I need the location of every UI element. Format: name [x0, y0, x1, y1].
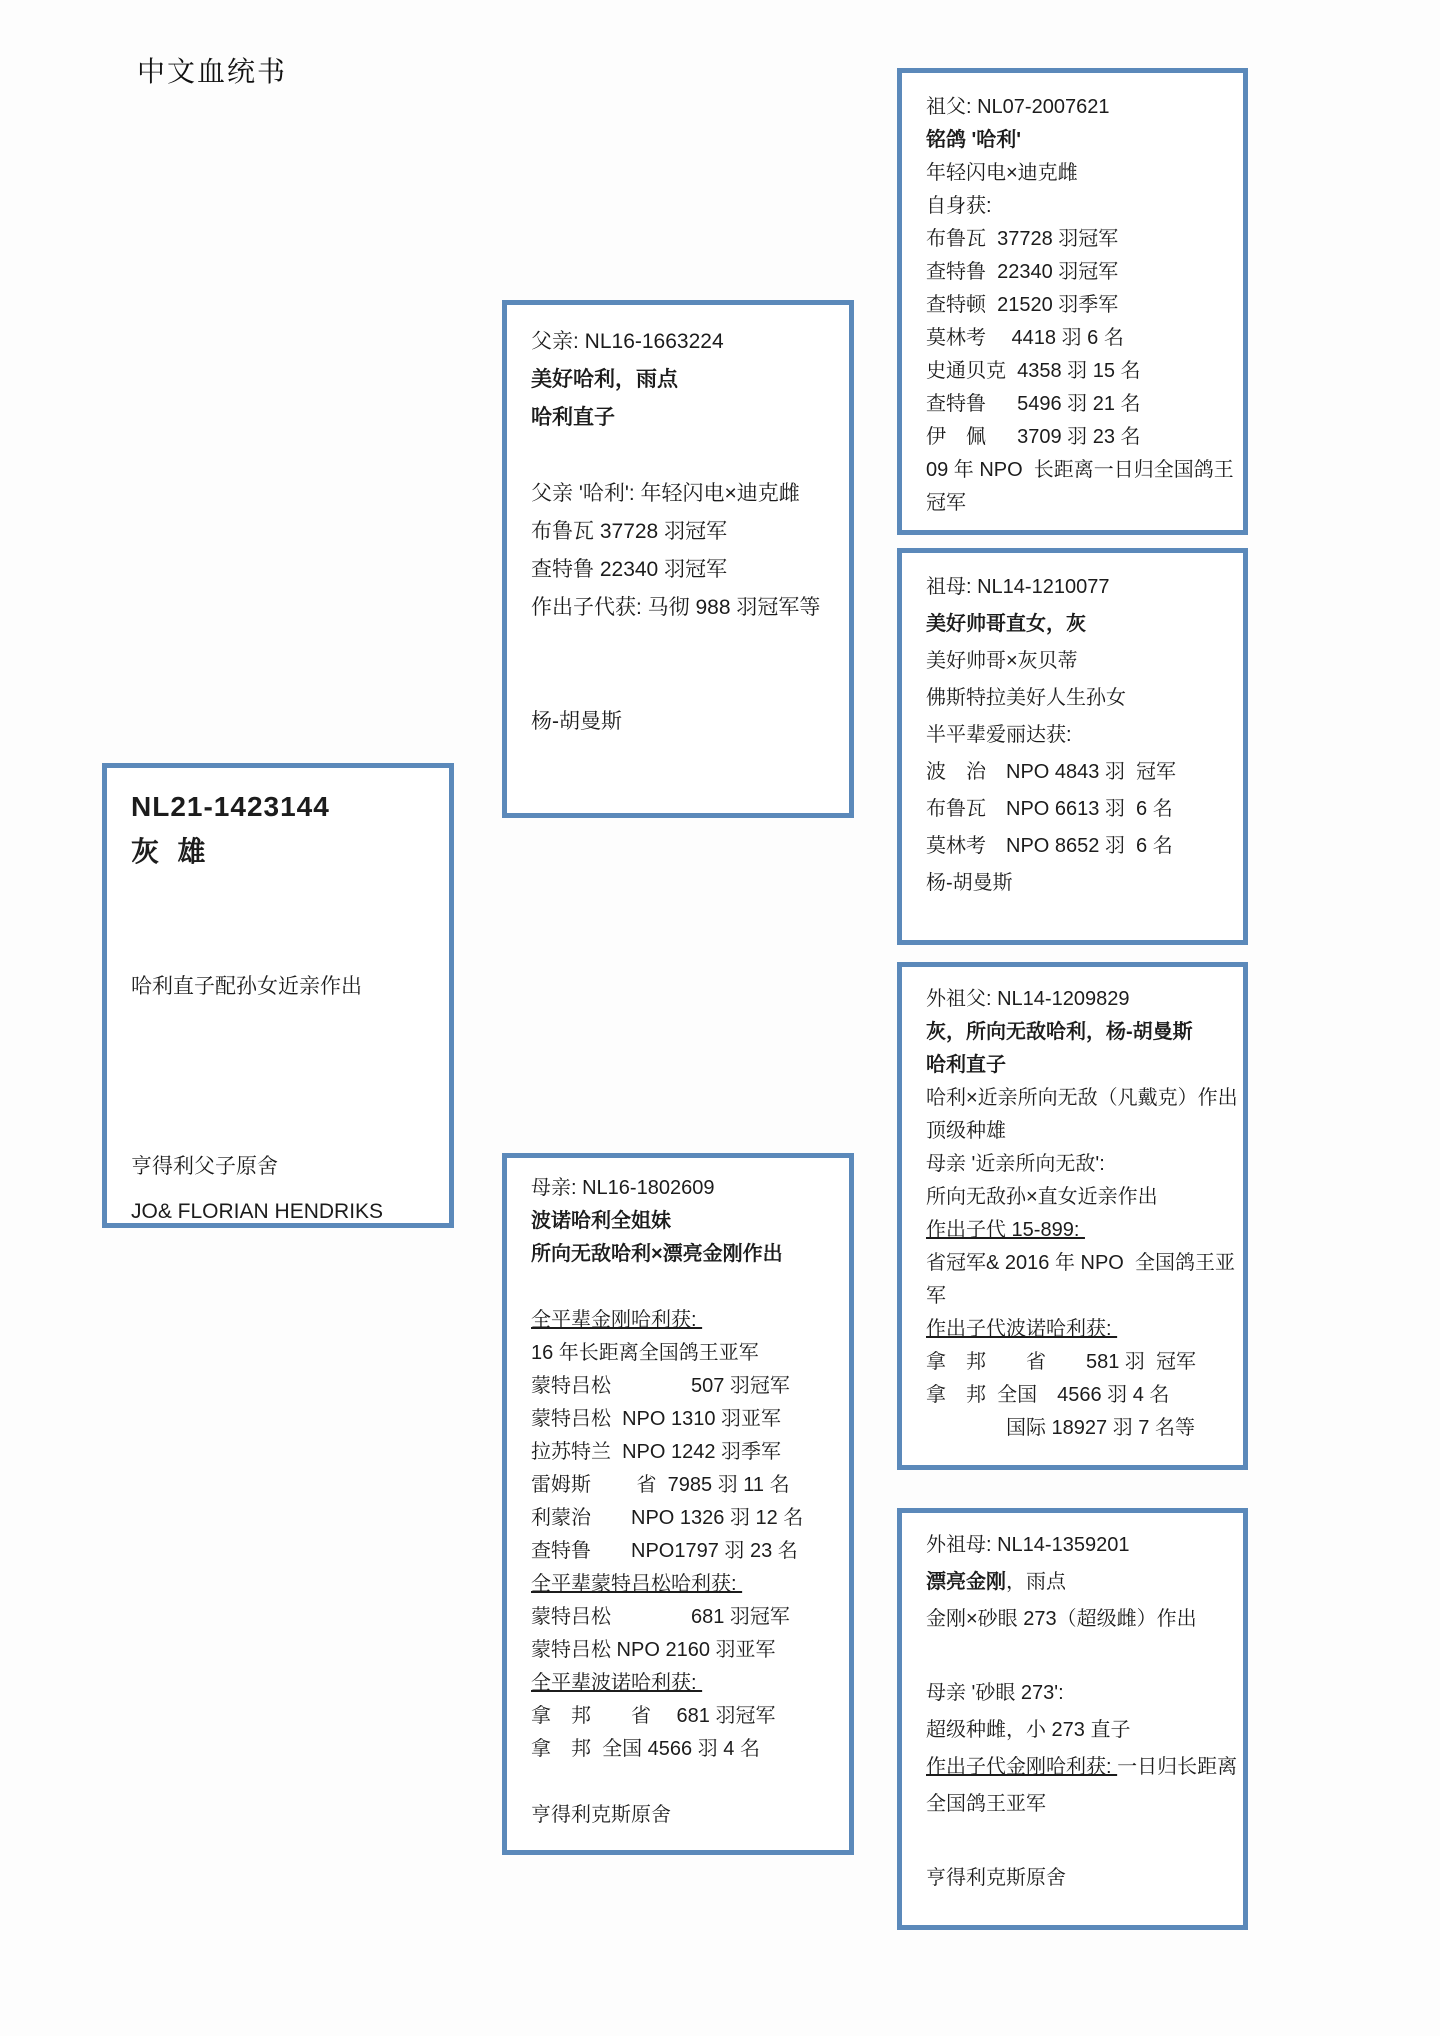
pedigree-line: 祖母: NL14-1210077 — [926, 576, 1110, 598]
pedigree-line: 母亲 '砂眼 273': — [926, 1682, 1070, 1704]
pedigree-line: 灰 雄 — [131, 836, 207, 867]
pedigree-line: 祖父: NL07-2007621 — [926, 96, 1110, 118]
pedigree-line: 莫林考 4418 羽 6 名 — [926, 327, 1124, 349]
pedigree-line: 查特鲁 NPO1797 羽 23 名 — [531, 1540, 798, 1562]
page-title: 中文血统书 — [137, 56, 288, 87]
pedigree-box-grandmother — [897, 548, 1248, 945]
pedigree-line: 09 年 NPO 长距离一日归全国鸽王 — [926, 459, 1234, 481]
pedigree-line: 亨得利父子原舍 — [131, 1155, 278, 1178]
pedigree-line: 佛斯特拉美好人生孙女 — [926, 687, 1126, 709]
pedigree-line: 铭鸽 '哈利' — [926, 129, 1022, 151]
pedigree-line: 顶级种雄 — [926, 1120, 1006, 1142]
pedigree-line — [131, 1099, 431, 1144]
pedigree-line: 蒙特吕松 NPO 2160 羽亚军 — [531, 1639, 776, 1661]
pedigree-line: 哈利直子 — [531, 406, 615, 429]
pedigree-line: 作出子代金刚哈利获: 一日归长距离 — [926, 1756, 1238, 1778]
pedigree-line: 蒙特吕松 507 羽冠军 — [531, 1375, 790, 1397]
pedigree-line: 亨得利克斯原舍 — [531, 1804, 671, 1826]
pedigree-line: 作出子代波诺哈利获: — [926, 1318, 1118, 1340]
pedigree-line: 美好帅哥×灰贝蒂 — [926, 650, 1078, 672]
pedigree-line: 布鲁瓦 37728 羽冠军 — [531, 520, 728, 543]
pedigree-line: 拿 邦 省 581 羽 冠军 — [926, 1351, 1197, 1373]
pedigree-line — [926, 1823, 1229, 1860]
pedigree-line: 全平辈金刚哈利获: — [531, 1309, 703, 1331]
pedigree-line: 美好帅哥直女，灰 — [926, 613, 1086, 635]
pedigree-line: 半平辈爱丽达获: — [926, 724, 1072, 746]
pedigree-line: 哈利×近亲所向无敌（凡戴克）作出 — [926, 1087, 1238, 1109]
pedigree-line — [131, 919, 431, 964]
pedigree-line: 布鲁瓦 37728 羽冠军 — [926, 228, 1119, 250]
pedigree-line — [531, 1766, 833, 1799]
pedigree-line: 作出子代 15-899: — [926, 1219, 1085, 1241]
pedigree-line: 史通贝克 4358 羽 15 名 — [926, 360, 1141, 382]
pedigree-line: 国际 18927 羽 7 名等 — [926, 1417, 1195, 1439]
pedigree-line: 蒙特吕松 681 羽冠军 — [531, 1606, 790, 1628]
pedigree-line: 外祖父: NL14-1209829 — [926, 988, 1130, 1010]
pedigree-line: 年轻闪电×迪克雌 — [926, 162, 1078, 184]
pedigree-line: 自身获: — [926, 195, 992, 217]
pedigree-line: 全国鸽王亚军 — [926, 1793, 1046, 1815]
pedigree-line: 波诺哈利全姐妹 — [531, 1210, 671, 1232]
pedigree-box-maternal-grandmother — [897, 1508, 1248, 1930]
pedigree-line: 雷姆斯 省 7985 羽 11 名 — [531, 1474, 790, 1496]
pedigree-line: 省冠军& 2016 年 NPO 全国鸽王亚 — [926, 1252, 1235, 1274]
pedigree-line: 外祖母: NL14-1359201 — [926, 1534, 1130, 1556]
pedigree-line: 蒙特吕松 NPO 1310 羽亚军 — [531, 1408, 782, 1430]
pedigree-line: 16 年长距离全国鸽王亚军 — [531, 1342, 759, 1364]
pedigree-line: JO& FLORIAN HENDRIKS — [131, 1200, 384, 1223]
pedigree-line: 军 — [926, 1285, 946, 1307]
pedigree-line: 莫林考 NPO 8652 羽 6 名 — [926, 835, 1173, 857]
pedigree-box-mother — [502, 1153, 854, 1855]
pedigree-line — [531, 665, 831, 703]
pedigree-box-subject — [102, 763, 454, 1228]
pedigree-line: 拿 邦 全国 4566 羽 4 名 — [926, 1384, 1170, 1406]
pedigree-line — [531, 437, 831, 475]
pedigree-line: 全平辈蒙特吕松哈利获: — [531, 1573, 743, 1595]
pedigree-line: 亨得利克斯原舍 — [926, 1867, 1066, 1889]
pedigree-line: 伊 佩 3709 羽 23 名 — [926, 426, 1141, 448]
pedigree-line: 哈利直子配孙女近亲作出 — [131, 975, 362, 998]
pedigree-line: 母亲: NL16-1802609 — [531, 1177, 715, 1199]
pedigree-line: 所向无敌孙×直女近亲作出 — [926, 1186, 1158, 1208]
pedigree-line — [131, 1054, 431, 1099]
pedigree-line: 超级种雌，小 273 直子 — [926, 1719, 1131, 1741]
pedigree-line: 查特顿 21520 羽季军 — [926, 294, 1119, 316]
pedigree-line: 查特鲁 5496 羽 21 名 — [926, 393, 1141, 415]
pedigree-line: NL21-1423144 — [131, 791, 330, 822]
pedigree-line: 灰，所向无敌哈利，杨-胡曼斯 — [926, 1021, 1193, 1043]
pedigree-line: 拿 邦 省 681 羽冠军 — [531, 1705, 776, 1727]
pedigree-line: 母亲 '近亲所向无敌': — [926, 1153, 1111, 1175]
pedigree-line: 父亲 '哈利': 年轻闪电×迪克雌 — [531, 482, 800, 505]
pedigree-line: 查特鲁 22340 羽冠军 — [926, 261, 1119, 283]
pedigree-line — [131, 1009, 431, 1054]
pedigree-box-father — [502, 300, 854, 818]
pedigree-box-grandfather — [897, 68, 1248, 535]
pedigree-line: 杨-胡曼斯 — [531, 710, 622, 733]
pedigree-line: 金刚×砂眼 273（超级雌）作出 — [926, 1608, 1197, 1630]
pedigree-line: 拿 邦 全国 4566 羽 4 名 — [531, 1738, 760, 1760]
pedigree-line — [926, 1638, 1229, 1675]
pedigree-line: 美好哈利，雨点 — [531, 368, 678, 391]
pedigree-line: 所向无敌哈利×漂亮金刚作出 — [531, 1243, 783, 1265]
pedigree-line — [531, 627, 831, 665]
pedigree-line: 父亲: NL16-1663224 — [531, 330, 724, 353]
pedigree-line: 波 治 NPO 4843 羽 冠军 — [926, 761, 1177, 783]
pedigree-line — [531, 1271, 833, 1304]
pedigree-line: 拉苏特兰 NPO 1242 羽季军 — [531, 1441, 782, 1463]
pedigree-line: 哈利直子 — [926, 1054, 1006, 1076]
pedigree-line: 查特鲁 22340 羽冠军 — [531, 558, 728, 581]
pedigree-line — [131, 874, 431, 919]
pedigree-box-maternal-grandfather — [897, 962, 1248, 1470]
pedigree-line: 漂亮金刚，雨点 — [926, 1571, 1066, 1593]
pedigree-line: 冠军 — [926, 492, 966, 514]
pedigree-line: 利蒙治 NPO 1326 羽 12 名 — [531, 1507, 804, 1529]
pedigree-line: 全平辈波诺哈利获: — [531, 1672, 703, 1694]
pedigree-line: 杨-胡曼斯 — [926, 872, 1013, 894]
pedigree-line: 布鲁瓦 NPO 6613 羽 6 名 — [926, 798, 1173, 820]
pedigree-line: 作出子代获: 马彻 988 羽冠军等 — [531, 596, 821, 619]
